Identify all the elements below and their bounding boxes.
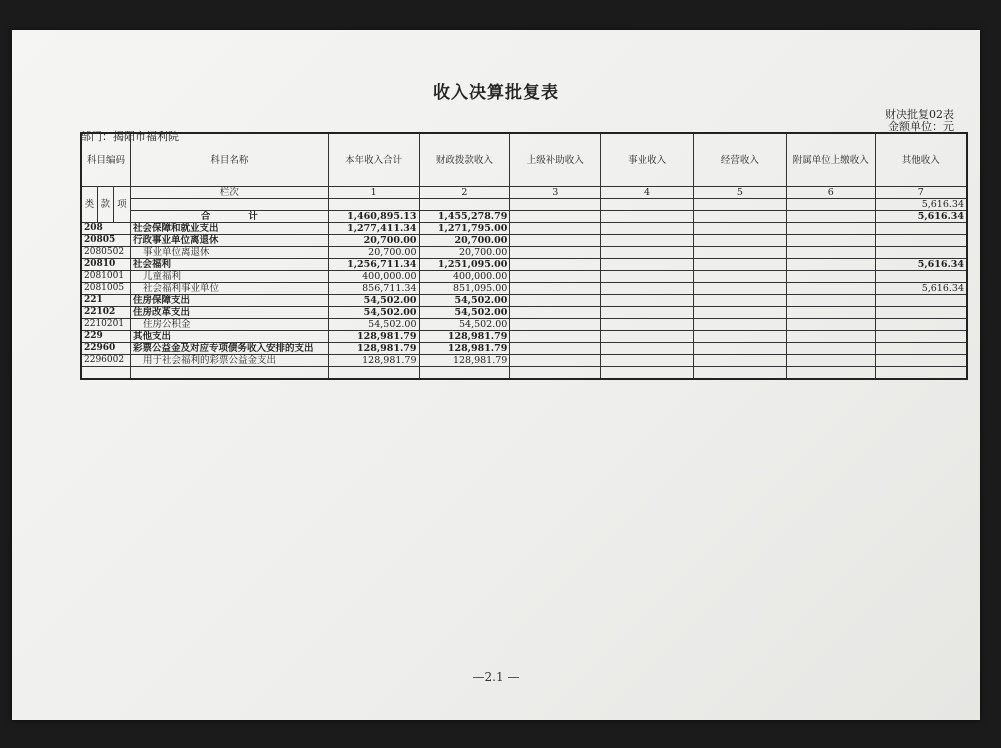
total-income-cell: 1,256,711.34 xyxy=(328,259,419,271)
business-income-cell xyxy=(601,259,694,271)
operating-income-cell xyxy=(693,355,786,367)
fiscal-appropriation-cell: 400,000.00 xyxy=(419,271,510,283)
total-income-cell: 54,502.00 xyxy=(328,295,419,307)
column-number: 6 xyxy=(786,187,875,199)
subject-code-cell: 20805 xyxy=(81,235,130,247)
operating-income-cell xyxy=(693,235,786,247)
operating-income-cell xyxy=(693,307,786,319)
subject-code-cell: 2210201 xyxy=(81,319,130,331)
header-xiang: 项 xyxy=(113,187,130,223)
operating-income-cell xyxy=(693,331,786,343)
column-number-row xyxy=(81,187,967,199)
operating-income-cell xyxy=(693,223,786,235)
header-operating-income: 经营收入 xyxy=(693,133,786,187)
other-income-cell xyxy=(875,331,967,343)
fiscal-appropriation-cell: 54,502.00 xyxy=(419,307,510,319)
affiliated-income-cell xyxy=(786,247,875,259)
page-number: —2.1 — xyxy=(472,670,520,684)
table-row xyxy=(81,331,967,343)
fiscal-appropriation-cell: 128,981.79 xyxy=(419,355,510,367)
affiliated-income-cell xyxy=(786,319,875,331)
table-row xyxy=(81,283,967,295)
superior-subsidy-cell xyxy=(510,223,601,235)
affiliated-income-cell xyxy=(786,271,875,283)
total-income-cell: 54,502.00 xyxy=(328,319,419,331)
fiscal-appropriation-cell: 128,981.79 xyxy=(419,343,510,355)
other-income-cell xyxy=(875,235,967,247)
header-subject-name: 科目名称 xyxy=(130,133,328,187)
column-number: 1 xyxy=(328,187,419,199)
operating-income-cell xyxy=(693,295,786,307)
data-rows xyxy=(81,223,967,367)
business-income-cell xyxy=(601,223,694,235)
table-row xyxy=(81,223,967,235)
table-row xyxy=(81,319,967,331)
subject-name-cell: 住房公积金 xyxy=(130,319,328,331)
affiliated-income-cell xyxy=(786,295,875,307)
subject-name-cell: 社会福利 xyxy=(130,259,328,271)
header-affiliated-income: 附属单位上缴收入 xyxy=(786,133,875,187)
total-income-cell: 20,700.00 xyxy=(328,247,419,259)
operating-income-cell xyxy=(693,343,786,355)
total-income-value: 1,460,895.13 xyxy=(328,211,419,223)
total-income-cell: 128,981.79 xyxy=(328,355,419,367)
column-number: 3 xyxy=(510,187,601,199)
subject-code-cell: 229 xyxy=(81,331,130,343)
header-row xyxy=(81,133,967,187)
total-income-cell: 20,700.00 xyxy=(328,235,419,247)
table-row xyxy=(81,355,967,367)
affiliated-income-cell xyxy=(786,283,875,295)
subject-code-cell: 221 xyxy=(81,295,130,307)
table-row xyxy=(81,235,967,247)
subject-name-cell: 社会保障和就业支出 xyxy=(130,223,328,235)
superior-subsidy-cell xyxy=(510,247,601,259)
table-row xyxy=(81,259,967,271)
superior-subsidy-cell xyxy=(510,259,601,271)
document-title: 收入决算批复表 xyxy=(433,83,559,103)
superior-subsidy-cell xyxy=(510,283,601,295)
subject-code-cell: 22102 xyxy=(81,307,130,319)
fiscal-appropriation-cell: 54,502.00 xyxy=(419,295,510,307)
affiliated-income-cell xyxy=(786,235,875,247)
total-fiscal-value: 1,455,278.79 xyxy=(419,211,510,223)
operating-income-cell xyxy=(693,283,786,295)
fiscal-appropriation-cell: 128,981.79 xyxy=(419,331,510,343)
superior-subsidy-cell xyxy=(510,343,601,355)
header-kuan: 款 xyxy=(97,187,113,223)
subject-code-cell: 2080502 xyxy=(81,247,130,259)
column-number: 7 xyxy=(875,187,967,199)
other-income-cell: 5,616.34 xyxy=(875,259,967,271)
header-subject-code: 科目编码 xyxy=(81,133,130,187)
business-income-cell xyxy=(601,295,694,307)
other-income-cell xyxy=(875,355,967,367)
subject-name-cell: 社会福利事业单位 xyxy=(130,283,328,295)
subject-name-cell: 儿童福利 xyxy=(130,271,328,283)
subject-code-cell: 2081001 xyxy=(81,271,130,283)
header-lanci: 栏次 xyxy=(130,187,328,199)
total-row xyxy=(81,211,967,223)
fiscal-appropriation-cell: 851,095.00 xyxy=(419,283,510,295)
business-income-cell xyxy=(601,307,694,319)
header-business-income: 事业收入 xyxy=(601,133,694,187)
subject-name-cell: 住房改革支出 xyxy=(130,307,328,319)
total-income-cell: 54,502.00 xyxy=(328,307,419,319)
other-income-cell xyxy=(875,247,967,259)
subject-name-cell: 住房保障支出 xyxy=(130,295,328,307)
column-number: 2 xyxy=(419,187,510,199)
subject-code-cell: 22960 xyxy=(81,343,130,355)
empty-row xyxy=(81,367,967,380)
affiliated-income-cell xyxy=(786,343,875,355)
superior-subsidy-cell xyxy=(510,295,601,307)
document-page xyxy=(12,30,980,720)
subject-code-cell: 2296002 xyxy=(81,355,130,367)
other-income-cell xyxy=(875,223,967,235)
header-fiscal-appropriation: 财政拨款收入 xyxy=(419,133,510,187)
subject-code-cell: 2081005 xyxy=(81,283,130,295)
other-income-cell xyxy=(875,319,967,331)
subject-code-cell: 208 xyxy=(81,223,130,235)
business-income-cell xyxy=(601,271,694,283)
header-total-income: 本年收入合计 xyxy=(328,133,419,187)
income-table xyxy=(80,132,968,380)
superior-subsidy-cell xyxy=(510,319,601,331)
operating-income-cell xyxy=(693,271,786,283)
subject-name-cell: 事业单位离退休 xyxy=(130,247,328,259)
department-label: 部门：揭阳市福利院 xyxy=(80,130,179,143)
total-other-value: 5,616.34 xyxy=(875,211,967,223)
total-income-cell: 400,000.00 xyxy=(328,271,419,283)
spacer-row xyxy=(81,199,967,211)
affiliated-income-cell xyxy=(786,331,875,343)
total-income-cell: 128,981.79 xyxy=(328,331,419,343)
superior-subsidy-cell xyxy=(510,235,601,247)
superior-subsidy-cell xyxy=(510,355,601,367)
business-income-cell xyxy=(601,331,694,343)
header-lei: 类 xyxy=(81,187,97,223)
business-income-cell xyxy=(601,235,694,247)
table-row xyxy=(81,343,967,355)
affiliated-income-cell xyxy=(786,355,875,367)
business-income-cell xyxy=(601,319,694,331)
other-income-top-value: 5,616.34 xyxy=(875,199,967,211)
superior-subsidy-cell xyxy=(510,271,601,283)
fiscal-appropriation-cell: 1,271,795.00 xyxy=(419,223,510,235)
other-income-cell xyxy=(875,295,967,307)
header-other-income: 其他收入 xyxy=(875,133,967,187)
subject-name-cell: 用于社会福利的彩票公益金支出 xyxy=(130,355,328,367)
business-income-cell xyxy=(601,355,694,367)
superior-subsidy-cell xyxy=(510,331,601,343)
other-income-cell: 5,616.34 xyxy=(875,283,967,295)
other-income-cell xyxy=(875,307,967,319)
total-income-cell: 856,711.34 xyxy=(328,283,419,295)
fiscal-appropriation-cell: 54,502.00 xyxy=(419,319,510,331)
affiliated-income-cell xyxy=(786,307,875,319)
total-label: 合 计 xyxy=(130,211,328,223)
table-row xyxy=(81,307,967,319)
amount-unit: 金额单位：元 xyxy=(888,120,954,133)
business-income-cell xyxy=(601,343,694,355)
other-income-cell xyxy=(875,343,967,355)
subject-name-cell: 彩票公益金及对应专项债务收入安排的支出 xyxy=(130,343,328,355)
table-row xyxy=(81,271,967,283)
column-number: 5 xyxy=(693,187,786,199)
fiscal-appropriation-cell: 20,700.00 xyxy=(419,247,510,259)
subject-name-cell: 其他支出 xyxy=(130,331,328,343)
operating-income-cell xyxy=(693,259,786,271)
operating-income-cell xyxy=(693,319,786,331)
business-income-cell xyxy=(601,247,694,259)
subject-name-cell: 行政事业单位离退休 xyxy=(130,235,328,247)
superior-subsidy-cell xyxy=(510,307,601,319)
fiscal-appropriation-cell: 20,700.00 xyxy=(419,235,510,247)
column-number: 4 xyxy=(601,187,694,199)
other-income-cell xyxy=(875,271,967,283)
total-income-cell: 128,981.79 xyxy=(328,343,419,355)
form-code: 财决批复02表 xyxy=(885,108,954,121)
table-row xyxy=(81,247,967,259)
header-superior-subsidy: 上级补助收入 xyxy=(510,133,601,187)
affiliated-income-cell xyxy=(786,223,875,235)
operating-income-cell xyxy=(693,247,786,259)
subject-code-cell: 20810 xyxy=(81,259,130,271)
affiliated-income-cell xyxy=(786,259,875,271)
fiscal-appropriation-cell: 1,251,095.00 xyxy=(419,259,510,271)
business-income-cell xyxy=(601,283,694,295)
total-income-cell: 1,277,411.34 xyxy=(328,223,419,235)
table-row xyxy=(81,295,967,307)
